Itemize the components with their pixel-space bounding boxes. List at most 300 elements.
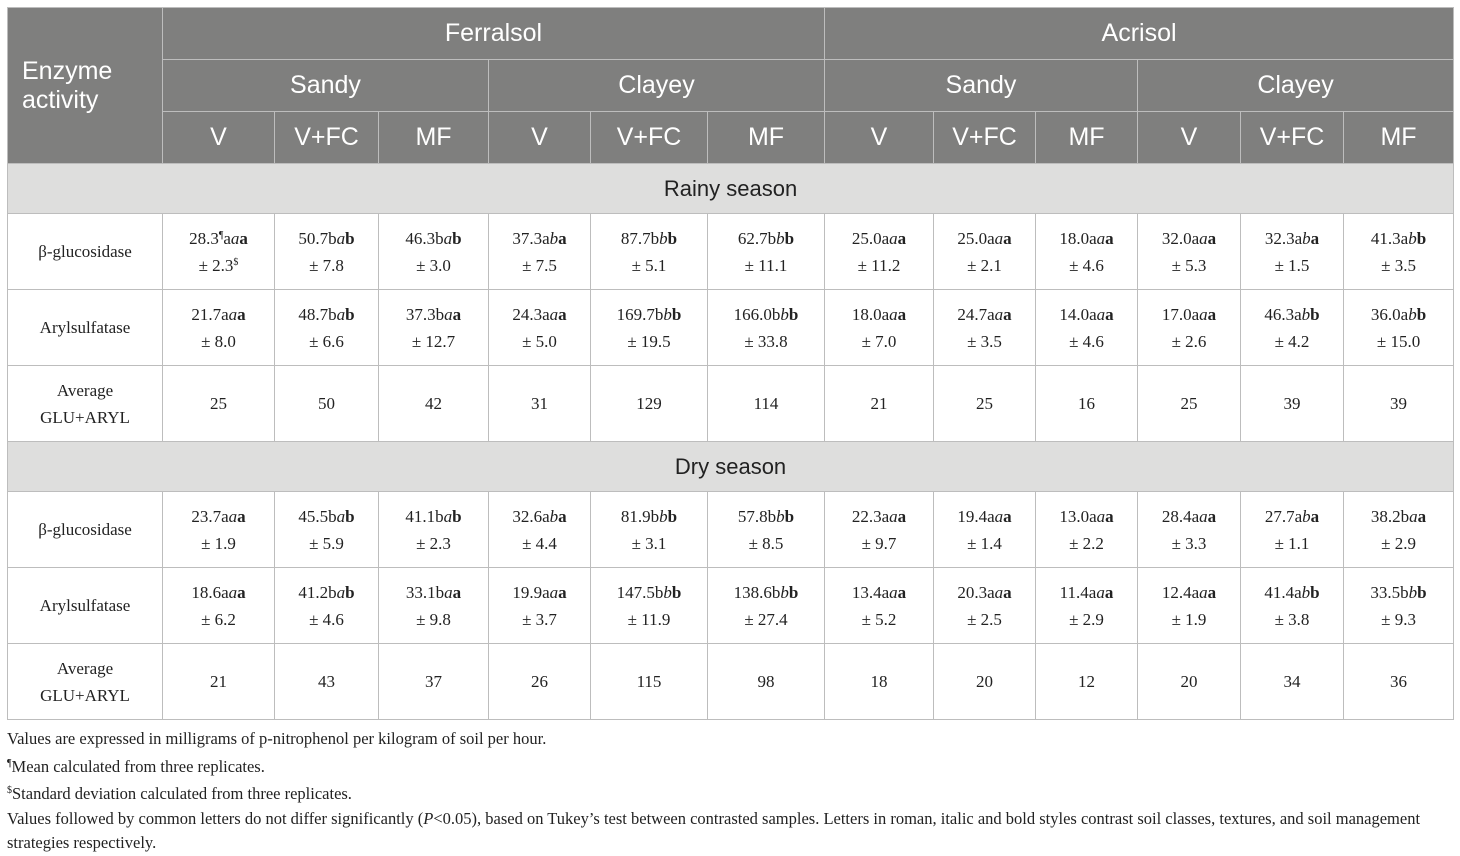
mean-line	[591, 503, 707, 530]
letter-texture: a	[336, 582, 346, 602]
letter-texture: a	[1096, 506, 1106, 526]
mean-line	[934, 579, 1035, 606]
letter-soil-class: a	[1294, 582, 1302, 602]
average-cell: 21	[163, 644, 275, 720]
letter-texture: a	[1199, 506, 1208, 526]
value-cell	[708, 290, 825, 366]
mean-line	[275, 225, 378, 252]
mean-value: 25.0	[851, 228, 882, 248]
mean-line	[591, 225, 707, 252]
letter-texture: a	[1096, 582, 1105, 602]
letter-soil-class: a	[1294, 304, 1302, 324]
average-cell: 115	[591, 644, 708, 720]
letter-management: b	[1416, 228, 1427, 248]
sd-line	[163, 530, 274, 557]
sd-value: ± 1.1	[1274, 533, 1310, 553]
mean-line	[591, 579, 707, 606]
mean-value: 32.0	[1161, 228, 1192, 248]
sd-line	[1241, 252, 1343, 279]
mean-line	[708, 579, 824, 606]
average-cell: 114	[708, 366, 825, 442]
texture-header: Sandy	[163, 60, 489, 112]
mean-value: 166.0	[733, 304, 772, 324]
letter-management: a	[1003, 582, 1012, 602]
mean-line	[379, 301, 488, 328]
mean-line	[708, 301, 824, 328]
mean-value: 38.2	[1370, 506, 1401, 526]
mean-value: 19.9	[512, 582, 543, 602]
value-cell	[934, 214, 1036, 290]
letter-management: a	[452, 304, 462, 324]
mean-value: 41.3	[1370, 228, 1401, 248]
mean-line	[1241, 301, 1343, 328]
letter-management: b	[345, 228, 355, 248]
letter-texture: b	[1408, 228, 1417, 248]
sd-value: ± 3.7	[522, 609, 557, 629]
value-cell	[163, 568, 275, 644]
sd-line	[163, 252, 274, 279]
mean-line	[825, 225, 933, 252]
sd-value: ± 1.9	[1171, 609, 1207, 629]
mean-line	[275, 301, 378, 328]
letter-texture: b	[663, 304, 672, 324]
sd-line	[1138, 606, 1240, 633]
letter-texture: a	[889, 304, 898, 324]
letter-texture: a	[444, 304, 453, 324]
letter-management: b	[784, 506, 795, 526]
value-cell	[1036, 492, 1138, 568]
letter-management: a	[1310, 506, 1320, 526]
mean-line	[1036, 579, 1137, 606]
letter-texture: a	[228, 506, 238, 526]
letter-texture: a	[994, 228, 1004, 248]
letter-management: a	[1104, 582, 1114, 602]
letter-soil-class: b	[771, 582, 781, 602]
letter-texture: b	[1301, 304, 1311, 324]
letter-management: a	[237, 304, 246, 324]
letter-soil-class: b	[650, 506, 660, 526]
value-cell	[1036, 290, 1138, 366]
mean-value: 14.0	[1059, 304, 1090, 324]
average-cell: 50	[275, 366, 379, 442]
mean-value: 18.6	[191, 582, 222, 602]
letter-management: b	[345, 304, 355, 324]
sd-value: ± 7.8	[309, 255, 344, 275]
value-cell	[1344, 568, 1454, 644]
enzyme-label-text: β-glucosidase	[38, 242, 132, 261]
sd-line	[934, 606, 1035, 633]
value-cell	[1138, 568, 1241, 644]
sd-value: ± 11.2	[857, 255, 901, 275]
enzyme-label	[8, 492, 163, 568]
sd-line	[489, 252, 590, 279]
value-cell	[489, 492, 591, 568]
mean-line	[934, 301, 1035, 328]
table-body	[8, 164, 1454, 720]
average-cell: 37	[379, 644, 489, 720]
letter-management: a	[897, 304, 907, 324]
sd-line	[591, 530, 707, 557]
letter-texture: a	[1199, 582, 1208, 602]
letter-texture: a	[1199, 228, 1208, 248]
sd-value: ± 2.9	[1381, 533, 1416, 553]
sd-line	[1036, 328, 1137, 355]
sd-line	[489, 328, 590, 355]
value-cell	[1138, 214, 1241, 290]
sd-line	[825, 606, 933, 633]
letter-texture: b	[549, 506, 559, 526]
mean-line	[1344, 579, 1453, 606]
table-row	[8, 568, 1454, 644]
treatment-header: V	[1138, 112, 1241, 164]
value-cell	[275, 290, 379, 366]
letter-management: a	[1003, 228, 1012, 248]
letter-soil-class: b	[650, 228, 660, 248]
mean-value: 18.0	[1059, 228, 1090, 248]
mean-value: 50.7	[298, 228, 329, 248]
soil-header-acrisol: Acrisol	[825, 8, 1454, 60]
average-cell: 34	[1241, 644, 1344, 720]
sd-line	[1241, 606, 1343, 633]
mean-line	[489, 503, 590, 530]
letter-soil-class: a	[987, 304, 995, 324]
sd-line	[275, 606, 378, 633]
letter-texture: b	[663, 582, 672, 602]
sd-value: ± 2.6	[1171, 331, 1207, 351]
treatment-header: V+FC	[934, 112, 1036, 164]
sd-line	[275, 328, 378, 355]
mean-line	[379, 579, 488, 606]
letter-soil-class: b	[771, 304, 781, 324]
mean-value: 138.6	[733, 582, 772, 602]
letter-management: a	[897, 228, 907, 248]
enzyme-label-text: Arylsulfatase	[39, 596, 131, 615]
mean-line	[489, 225, 590, 252]
mean-value: 169.7	[616, 304, 655, 324]
mean-value: 19.4	[957, 506, 988, 526]
letter-soil-class: a	[221, 506, 229, 526]
value-cell	[489, 568, 591, 644]
sd-value: ± 7.0	[861, 331, 897, 351]
sd-line	[825, 252, 933, 279]
mean-value: 28.4	[1161, 506, 1192, 526]
season-title: Dry season	[8, 442, 1454, 492]
value-cell	[1036, 214, 1138, 290]
value-cell	[163, 492, 275, 568]
enzyme-label	[8, 644, 163, 720]
footnote-units: Values are expressed in milligrams of p-nitrophenol per kilogram of soil per hour.	[7, 729, 547, 748]
letter-soil-class: a	[987, 228, 995, 248]
mean-line	[591, 301, 707, 328]
letter-soil-class: b	[767, 506, 777, 526]
sd-marker: $	[233, 256, 239, 268]
value-cell	[708, 492, 825, 568]
letter-soil-class: b	[1400, 506, 1410, 526]
letter-management: b	[784, 228, 795, 248]
sd-value: ± 27.4	[744, 609, 788, 629]
enzyme-activity-header	[8, 8, 163, 164]
mean-line	[825, 301, 933, 328]
mean-value: 46.3	[405, 228, 436, 248]
mean-value: 32.6	[512, 506, 543, 526]
letter-management: a	[1105, 506, 1114, 526]
letter-texture: a	[889, 506, 898, 526]
sd-value: ± 3.0	[416, 255, 451, 275]
sd-line	[1036, 606, 1137, 633]
mean-line	[163, 301, 274, 328]
letter-texture: a	[549, 582, 559, 602]
letter-texture: b	[780, 304, 789, 324]
mean-value: 13.4	[851, 582, 882, 602]
average-cell: 18	[825, 644, 934, 720]
mean-line	[379, 225, 488, 252]
average-cell: 39	[1241, 366, 1344, 442]
value-cell	[708, 568, 825, 644]
value-cell	[1344, 214, 1454, 290]
average-cell: 25	[1138, 366, 1241, 442]
value-cell	[489, 290, 591, 366]
sd-line	[163, 606, 274, 633]
letter-management: b	[345, 506, 355, 526]
mean-line	[1241, 503, 1343, 530]
sd-value: ± 3.3	[1171, 533, 1207, 553]
letter-soil-class: b	[654, 582, 664, 602]
letter-soil-class: a	[542, 304, 550, 324]
treatment-header: MF	[1344, 112, 1454, 164]
enzyme-label	[8, 366, 163, 442]
average-cell: 42	[379, 366, 489, 442]
value-cell	[1344, 492, 1454, 568]
mean-line	[163, 225, 274, 252]
sd-line	[379, 530, 488, 557]
letter-texture: a	[994, 582, 1004, 602]
mean-value: 36.0	[1370, 304, 1401, 324]
mean-text: Mean calculated from three replicates.	[11, 756, 265, 776]
value-cell	[1344, 290, 1454, 366]
mean-value: 28.3	[189, 228, 219, 248]
letter-soil-class: b	[435, 506, 444, 526]
letter-texture: a	[1096, 304, 1106, 324]
mean-value: 32.3	[1264, 228, 1295, 248]
sd-value: ± 19.5	[627, 331, 671, 351]
sd-line	[825, 328, 933, 355]
letter-management: a	[1105, 228, 1114, 248]
enzyme-activity-label: Enzyme	[22, 56, 113, 85]
mean-line	[1138, 225, 1240, 252]
enzyme-activity-label: activity	[22, 85, 99, 114]
letter-management: a	[897, 582, 907, 602]
mean-line	[163, 579, 274, 606]
letter-texture: b	[659, 228, 668, 248]
letter-texture: a	[230, 228, 240, 248]
value-cell	[591, 214, 708, 290]
mean-value: 18.0	[851, 304, 882, 324]
table-row	[8, 492, 1454, 568]
letter-management: a	[1207, 506, 1217, 526]
sd-line	[379, 252, 488, 279]
mean-value: 48.7	[298, 304, 329, 324]
sd-line	[934, 252, 1035, 279]
letter-management: a	[558, 506, 567, 526]
letter-soil-class: a	[1089, 304, 1097, 324]
letter-soil-class: a	[1191, 582, 1200, 602]
mean-line	[708, 225, 824, 252]
mean-value: 37.3	[512, 228, 543, 248]
mean-value: 45.5	[298, 506, 329, 526]
sd-line	[708, 530, 824, 557]
letter-soil-class: b	[328, 304, 337, 324]
sd-line	[1138, 252, 1240, 279]
enzyme-label-text: GLU+ARYL	[40, 407, 130, 427]
letter-management: a	[237, 582, 246, 602]
sd-value: ± 3.5	[967, 331, 1002, 351]
footnote-tukey	[7, 807, 1453, 856]
mean-line	[1138, 301, 1240, 328]
letter-management: b	[1416, 304, 1427, 324]
soil-header-ferralsol: Ferralsol	[163, 8, 825, 60]
sd-line	[275, 530, 378, 557]
sd-line	[1036, 252, 1137, 279]
sd-value: ± 5.9	[309, 533, 344, 553]
mean-value: 22.3	[851, 506, 882, 526]
mean-line	[163, 503, 274, 530]
average-cell: 25	[934, 366, 1036, 442]
letter-texture: a	[443, 228, 453, 248]
letter-management: a	[1207, 304, 1217, 324]
sd-value: ± 11.9	[627, 609, 671, 629]
sd-value: ± 4.6	[309, 609, 344, 629]
sd-value: ± 2.5	[967, 609, 1002, 629]
treatment-header: V+FC	[591, 112, 708, 164]
letter-texture: a	[1096, 228, 1106, 248]
value-cell	[1138, 290, 1241, 366]
sd-line	[708, 606, 824, 633]
sd-value: ± 7.5	[522, 255, 557, 275]
sd-value: ± 6.6	[309, 331, 344, 351]
mean-value: 20.3	[957, 582, 988, 602]
value-cell	[591, 568, 708, 644]
mean-value: 147.5	[616, 582, 655, 602]
enzyme-activity-table	[7, 7, 1454, 720]
mean-line	[825, 503, 933, 530]
sd-line	[489, 606, 590, 633]
sd-line	[379, 606, 488, 633]
sd-value: ± 3.5	[1381, 255, 1416, 275]
letter-soil-class: a	[1400, 304, 1409, 324]
sd-value: ± 4.4	[522, 533, 557, 553]
treatment-header: MF	[379, 112, 489, 164]
sd-value: ± 6.2	[201, 609, 236, 629]
table-row	[8, 366, 1454, 442]
mean-value: 13.0	[1059, 506, 1090, 526]
value-cell	[934, 290, 1036, 366]
letter-soil-class: b	[654, 304, 664, 324]
sd-value: ± 2.2	[1069, 533, 1104, 553]
value-cell	[275, 568, 379, 644]
letter-soil-class: b	[1400, 582, 1409, 602]
treatment-header: MF	[708, 112, 825, 164]
letter-management: a	[1310, 228, 1320, 248]
value-cell	[825, 568, 934, 644]
sd-line	[591, 606, 707, 633]
sd-value: ± 3.1	[631, 533, 667, 553]
letter-texture: a	[443, 506, 453, 526]
letter-management: a	[1105, 304, 1114, 324]
letter-soil-class: a	[1191, 506, 1200, 526]
enzyme-label	[8, 290, 163, 366]
value-cell	[708, 214, 825, 290]
average-cell: 12	[1036, 644, 1138, 720]
sd-line	[1344, 328, 1453, 355]
mean-value: 23.7	[191, 506, 222, 526]
sd-value: ± 12.7	[411, 331, 456, 351]
value-cell	[934, 492, 1036, 568]
sd-line	[275, 252, 378, 279]
letter-texture: b	[1408, 304, 1417, 324]
sd-line	[1241, 530, 1343, 557]
mean-line	[708, 503, 824, 530]
letter-management: a	[237, 506, 246, 526]
mean-line	[275, 579, 378, 606]
value-cell	[825, 290, 934, 366]
sd-value: ± 4.6	[1069, 255, 1104, 275]
letter-soil-class: a	[881, 228, 890, 248]
value-cell	[591, 492, 708, 568]
tukey-p: P	[423, 808, 434, 828]
sd-value: ± 3.8	[1274, 609, 1310, 629]
mean-value: 87.7	[620, 228, 651, 248]
sd-value: ± 1.5	[1274, 255, 1310, 275]
average-cell: 20	[1138, 644, 1241, 720]
sd-value: ± 9.7	[861, 533, 897, 553]
letter-soil-class: a	[1400, 228, 1409, 248]
value-cell	[489, 214, 591, 290]
sd-line	[934, 530, 1035, 557]
letter-soil-class: b	[328, 582, 337, 602]
letter-texture: a	[228, 582, 238, 602]
letter-management: b	[1417, 582, 1427, 602]
table-container	[7, 7, 1453, 720]
letter-texture: a	[889, 228, 898, 248]
enzyme-label-text: GLU+ARYL	[40, 685, 130, 705]
sd-value: ± 11.1	[744, 255, 788, 275]
average-cell: 39	[1344, 366, 1454, 442]
mean-line	[489, 579, 590, 606]
sd-value: ± 2.9	[1069, 609, 1104, 629]
letter-soil-class: a	[542, 582, 550, 602]
enzyme-label-text: Average	[56, 658, 114, 678]
mean-value: 33.5	[1370, 582, 1401, 602]
letter-soil-class: a	[1089, 228, 1097, 248]
value-cell	[379, 568, 489, 644]
average-cell: 129	[591, 366, 708, 442]
enzyme-label-text: Arylsulfatase	[39, 318, 131, 337]
sd-value: ± 1.9	[201, 533, 236, 553]
value-cell	[163, 290, 275, 366]
sd-line	[379, 328, 488, 355]
letter-texture: b	[549, 228, 559, 248]
letter-soil-class: a	[1089, 506, 1097, 526]
treatment-header: V	[825, 112, 934, 164]
mean-value: 81.9	[620, 506, 651, 526]
mean-line	[1344, 301, 1453, 328]
table-footnotes	[7, 727, 1453, 856]
letter-soil-class: a	[223, 228, 231, 248]
mean-marker: ¶	[218, 229, 224, 241]
sd-value: ± 15.0	[1376, 331, 1421, 351]
tukey-text-post: <0.05), based on Tukey’s test between contrasted samples. Letters in roman, italic and bold styles contrast soil classes, textures, and soil management strategies respectively.	[7, 808, 1421, 852]
letter-texture: b	[776, 506, 785, 526]
